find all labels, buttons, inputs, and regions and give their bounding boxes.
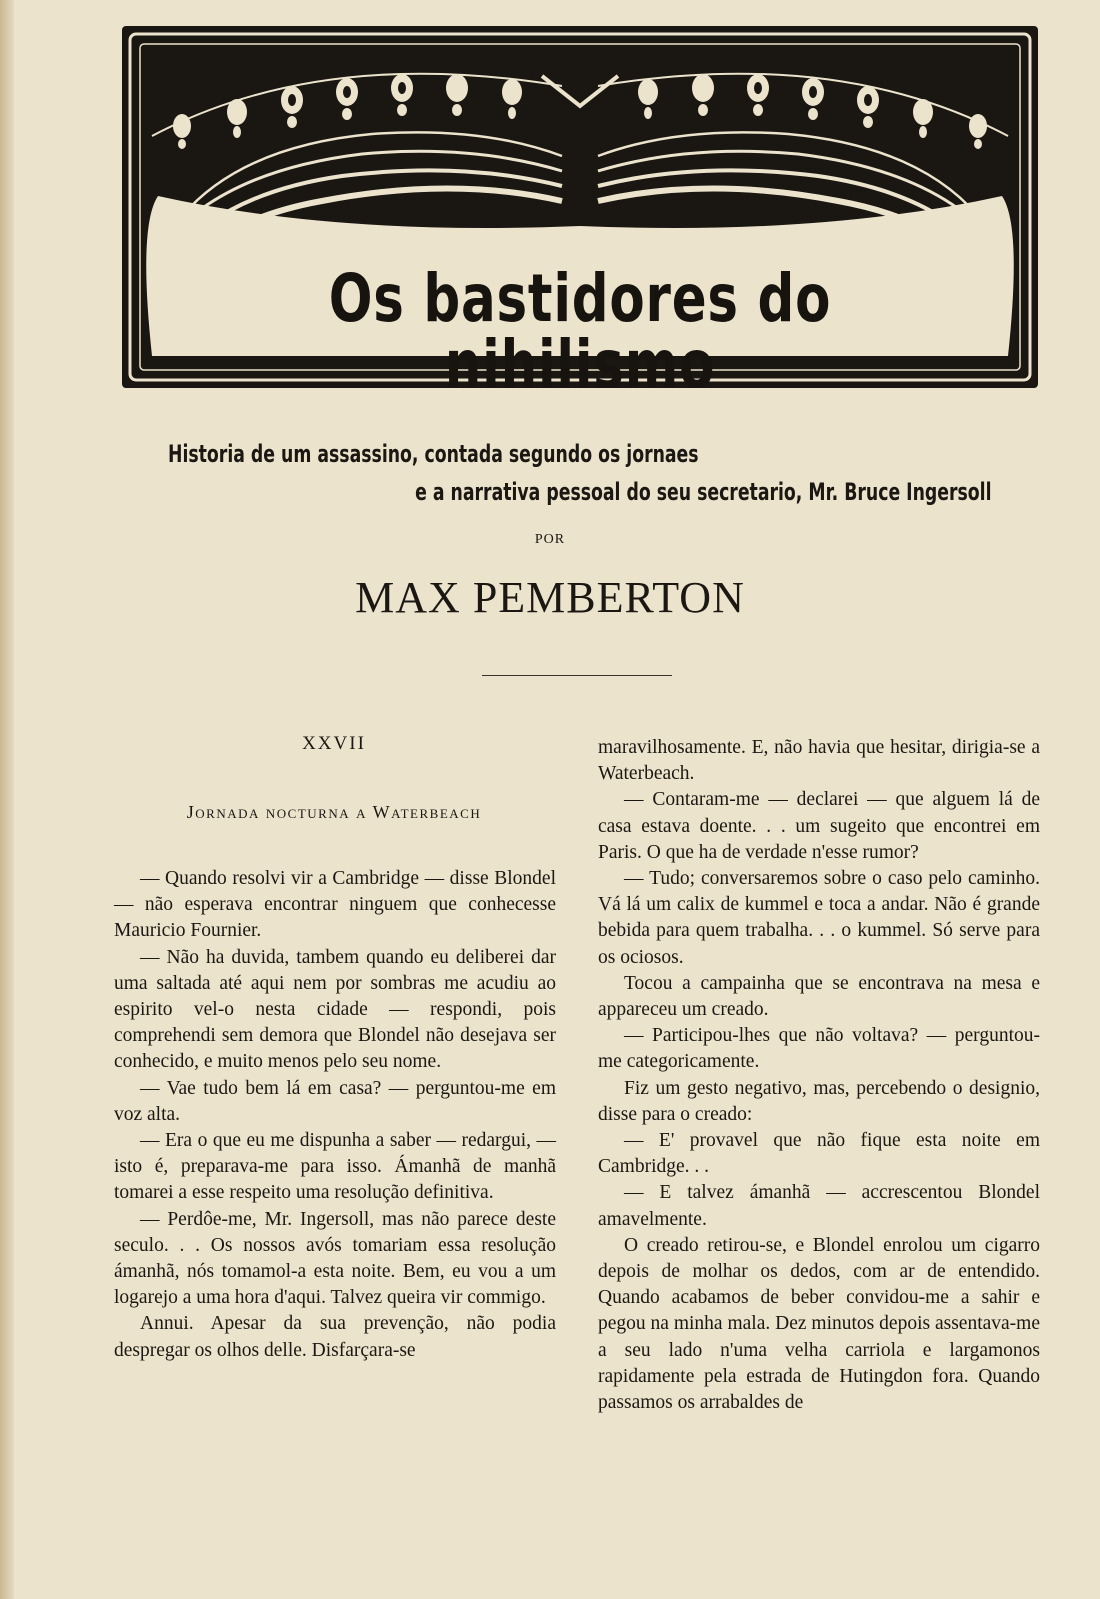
- paragraph: — Perdôe-me, Mr. Ingersoll, mas não parece deste seculo. . . Os nossos avós tomariam essa resolução ámanhã, nós tomamol-a esta noite. Bem, eu vou a um logarejo a uma hora d'aqui. Talvez queira vir commigo.: [114, 1208, 556, 1309]
- left-column: [114, 866, 556, 1364]
- paragraph: Annui. Apesar da sua prevenção, não podia despregar os olhos delle. Disfarçara-se: [114, 1313, 556, 1361]
- byline-por: POR: [534, 532, 566, 547]
- paragraph: — Vae tudo bem lá em casa? — perguntou-me em voz alta.: [114, 1077, 556, 1125]
- paragraph: — Não ha duvida, tambem quando eu deliberei dar uma saltada até aqui nem por sombras me acudiu ao espirito vel-o nesta cidade — respondi, pois comprehendi sem demora que Blondel não desejava ser conhecido, e muito menos pelo seu nome.: [114, 946, 556, 1073]
- subtitle-line-2: e a narrativa pessoal do seu secretario, Mr. Bruce Ingersoll: [415, 478, 992, 506]
- paragraph: — Participou-lhes que não voltava? — perguntou-me categoricamente.: [598, 1025, 1040, 1073]
- paragraph: — Era o que eu me dispunha a saber — redargui, — isto é, preparava-me para isso. Ámanhã de manhã tomarei a esse respeito uma resolução definitiva.: [114, 1130, 556, 1204]
- paragraph: Fiz um gesto negativo, mas, percebendo o designio, disse para o creado:: [598, 1077, 1040, 1125]
- right-column: [598, 735, 1040, 1416]
- paragraph: Tocou a campainha que se encontrava na mesa e appareceu um creado.: [598, 972, 1040, 1021]
- paragraph: — Quando resolvi vir a Cambridge — disse Blondel — não esperava encontrar ninguem que conhecesse Mauricio Fournier.: [114, 868, 556, 942]
- paragraph: — E talvez ámanhã — accrescentou Blondel amavelmente.: [598, 1182, 1040, 1230]
- decorative-header: [122, 26, 1038, 403]
- paragraph: maravilhosamente. E, não havia que hesitar, dirigia-se a Waterbeach.: [598, 737, 1040, 785]
- chapter-number: XXVII: [302, 733, 366, 754]
- page-edge: [0, 0, 14, 1599]
- subtitle-line-1: Historia de um assassino, contada segundo os jornaes: [168, 440, 699, 468]
- article-title: Os bastidores do nihilismo: [328, 260, 832, 403]
- author-name: MAX PEMBERTON: [355, 573, 745, 622]
- chapter-title: Jornada nocturna a Waterbeach: [186, 802, 482, 822]
- paragraph: — Contaram-me — declarei — que alguem lá de casa estava doente. . . um sugeito que encontrei em Paris. O que ha de verdade n'esse rumor?: [598, 789, 1040, 863]
- divider-rule: [482, 675, 672, 676]
- paragraph: — Tudo; conversaremos sobre o caso pelo caminho. Vá lá um calix de kummel e toca a andar. Não é grande bebida para quem trabalha. . . o kummel. Só serve para os ociosos.: [598, 868, 1040, 968]
- paragraph: O creado retirou-se, e Blondel enrolou um cigarro depois de molhar os dedos, com ar de entendido. Quando acabamos de beber convidou-me a sahir e pegou na minha mala. Dez minutos depois assentava-me a seu lado n'uma velha carriola e largamonos rapidamente pela estrada de Hutingdon fora. Quando passamos os arrabaldes de: [598, 1234, 1040, 1414]
- paragraph: — E' provavel que não fique esta noite em Cambridge. . .: [598, 1130, 1040, 1178]
